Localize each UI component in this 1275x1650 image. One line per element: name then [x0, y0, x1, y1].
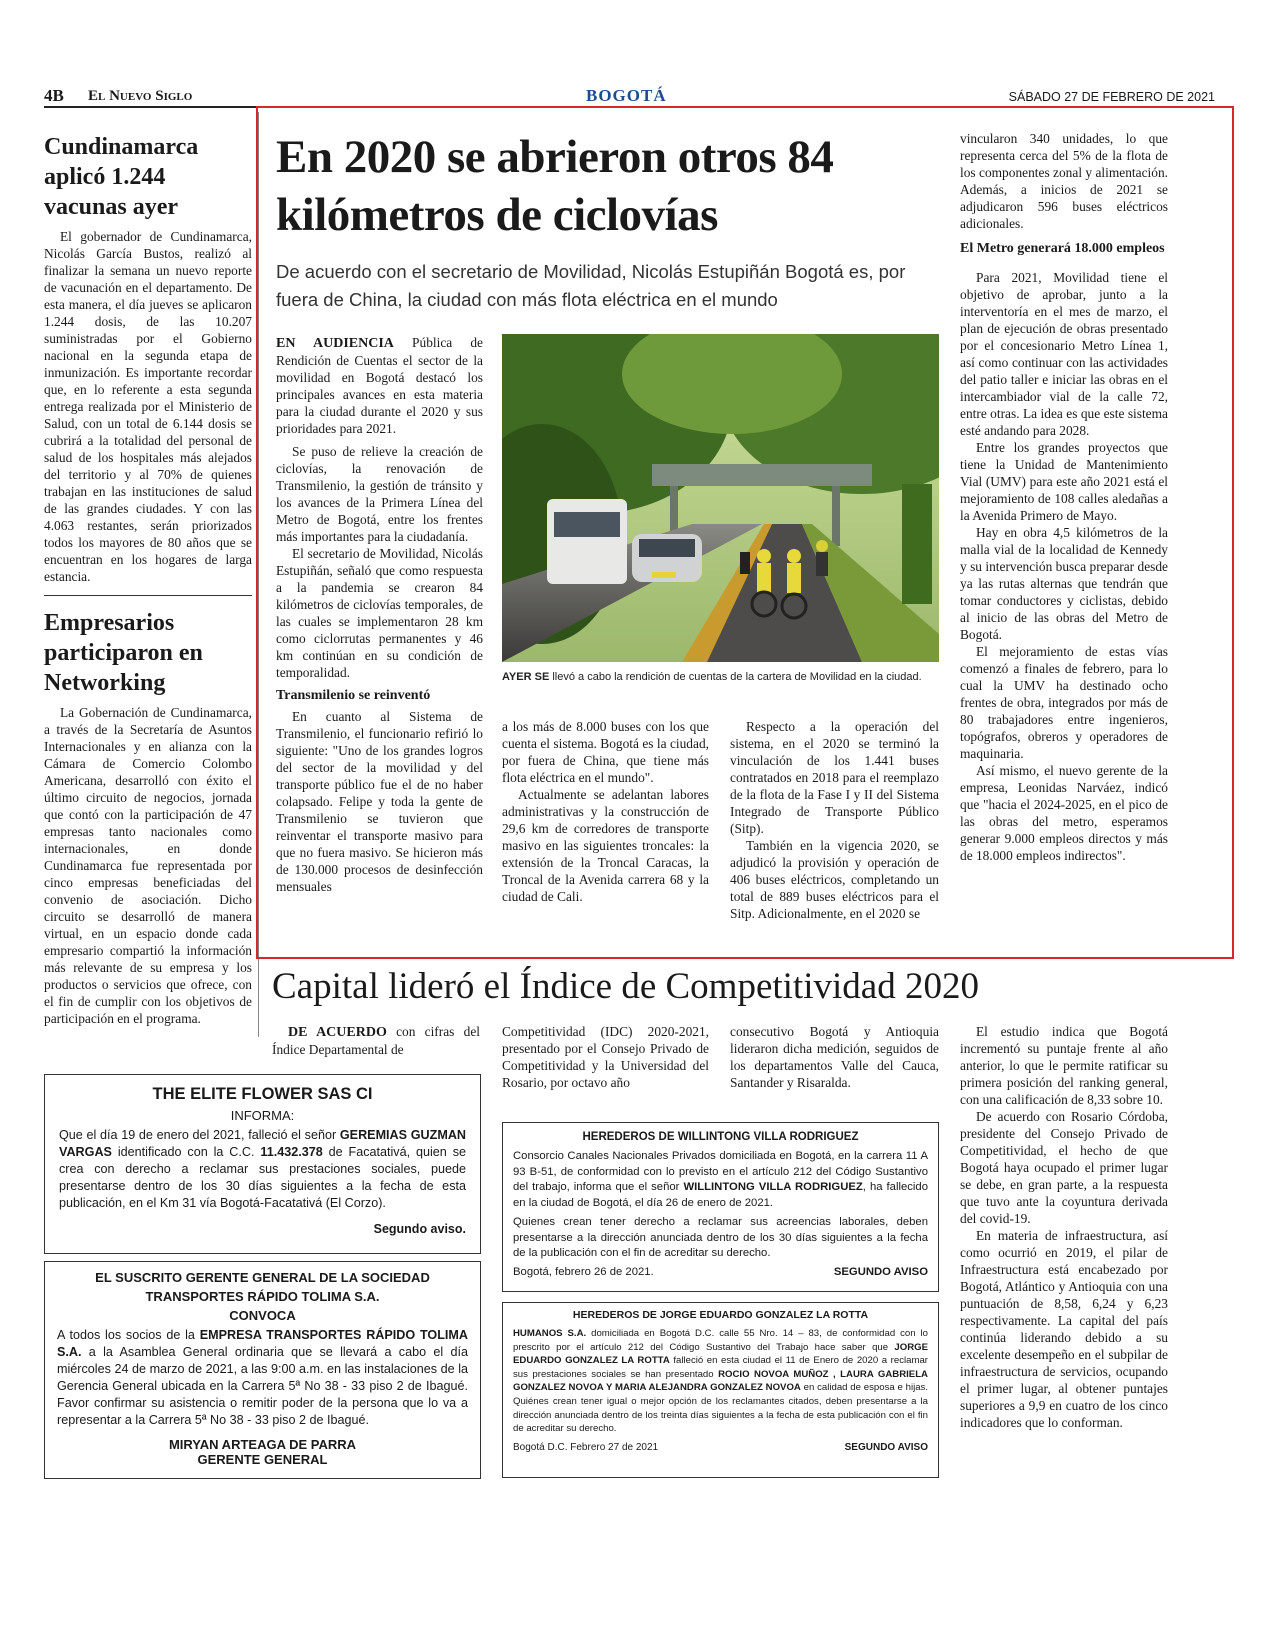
ad-title: HEREDEROS DE JORGE EDUARDO GONZALEZ LA ROTTA [572, 1309, 869, 1321]
main-deck: De acuerdo con el secretario de Movilidad, Nicolás Estupiñán Bogotá es, por fuera de China, la ciudad con más flota eléctrica en el mundo [276, 261, 906, 310]
main-col-4: vincularon 340 unidades, lo que representa cerca del 5% de la flota de los componentes zonal y alimentación. Además, a inicios de 2021 se adjudicaron 596 buses eléctricos adicionales. El Metro generará 18.000 empleos Para 2021, Movilidad tiene el objetivo de aprobar, junto a la interventoría en el mes de marzo, el plan de ejecución de obras presentado por el concesionario Metro Línea 1, así como continuar con las actividades del patio taller e iniciar las obras en el intercambiador vial de la calle 72, entre otras. La idea es que este sistema esté andando para 2028. Entre los grandes proyectos que tiene la Unidad de Mantenimiento Vial (UMV) para este año 2021 está el mejoramiento de 108 calles aledañas a la Avenida Primero de Mayo. Hay en obra 4,5 kilómetros de la malla vial de la localidad de Kennedy y su intervención busca preparar desde ya las rutas alternas que tendrán que tomar conductores y ciclistas, debido al inicio de las obras del Metro de Bogotá. El mejoramiento de estas vías comenzó a finales de febrero, para lo cual la UMV ha destinado ocho frentes de obra, integrados por más de 80 trabajadores entre ingenieros, topógrafos, obreros y operadores de maquinaria. Así mismo, el nuevo gerente de la empresa, Leonidas Narváez, indicó que "hacia el 2024-2025, en el pico de las obras del metro, esperamos generar 9.000 empleos directos y más de 18.000 empleos indirectos". [960, 131, 1168, 863]
ad-body: Que el día 19 de enero del 2021, falleció el señor GEREMIAS GUZMAN VARGAS identificado con la C.C. 11.432.378 de Facatativá, quien se crea con derecho a reclamar sus prestaciones sociales, puede presentarse dentro de los 30 días siguientes a la fecha de esta publicación, en el Km 31 vía Bogotá-Facatativá (El Corzo). [59, 1128, 467, 1210]
main-col-1: EN AUDIENCIA Pública de Rendición de Cuentas el sector de la movilidad en Bogotá destacó los principales avances en esta materia para la ciudad durante el 2020 y sus prioridades para 2021. Se puso de relieve la creación de ciclovías, la renovación de Transmilenio, la gestión de tránsito y los avances de la Primera Línea del Metro de Bogotá, entre los frentes más importantes para la ciudadanía. El secretario de Movilidad, Nicolás Estupiñán, señaló que como respuesta a la pandemia se crearon 84 kilómetros de ciclovías temporales, de las cuales se implementaron 28 km como ciclorrutas permanentes y 46 km continúan en su condición de temporalidad. Transmilenio se reinventó En cuanto al Sistema de Transmilenio, el funcionario refirió lo siguiente: "Uno de los grandes logros del sector de la movilidad y del transporte público fue el de no haber colapsado. Felipe y toda la gente de Transmilenio se tuvieron que reinventar el transporte masivo para que no fuera masivo. Se hicieron más de 130.000 procesos de desinfección mensuales [276, 335, 484, 894]
ad-gonzalez-la-rotta [502, 1302, 939, 1478]
ad-elite-flower [44, 1074, 481, 1254]
ad-body: Quienes crean tener derecho a reclamar sus acreencias laborales, deben presentarse a la dirección anunciada dentro de los 30 días siguientes a la fecha de la publicación con el fin de acreditar su derecho. [513, 1216, 928, 1259]
left-column [44, 132, 252, 1027]
main-col-3: Respecto a la operación del sistema, en el 2020 se terminó la vinculación de los 1.441 buses contratados en 2018 para el reemplazo de la flota de la Fase I y II del Sistema Integrado de Transporte Público (Sitp). También en la vigencia 2020, se adjudicó la provisión y operación de 406 buses eléctricos, completando un total de 889 buses eléctricos para el Sitp. Adicionalmente, en el 2020 se [730, 719, 939, 921]
ad-body: HUMANOS S.A. domiciliada en Bogotá D.C. calle 55 Nro. 14 – 83, de conformidad con lo prescrito por el artículo 212 del Código Sustantivo del Trabajo hace saber que JORGE EDUARDO GONZALEZ LA ROTTA falleció en esta ciudad el 11 de Enero de 2020 a reclamar sus prestaciones sociales se han presentado ROCIO NOVOA MUÑOZ , LAURA GABRIELA GONZALEZ NOVOA Y MARIA ALEJANDRA GONZALEZ NOVOA en calidad de esposa e hijas. Quiénes crean tener igual o mejor opción de los reclamantes citados, deben presentarse a la dirección anunciada dentro de los treinta días siguientes a la fecha de esta publicación con el fin de acreditar su derecho. [513, 1328, 929, 1435]
ad-footer: Bogotá, febrero 26 de 2021. SEGUNDO AVISO [513, 1265, 928, 1278]
lead-in: EN AUDIENCIA [276, 336, 394, 351]
page-number: 4B [44, 86, 64, 105]
second-col-3: consecutivo Bogotá y Antioquia lideraron dicha medición, seguidos de los departamentos Valle del Cauca, Santander y Risaralda. [730, 1024, 939, 1090]
story-title-networking: Empresarios participaron en Networking [44, 610, 203, 696]
ad-footer: Bogotá D.C. Febrero 27 de 2021 SEGUNDO AVISO [513, 1441, 928, 1453]
main-col-2: a los más de 8.000 buses con los que cuenta el sistema. Bogotá es la ciudad, por fuera de China, que tiene más flota eléctrica en el mundo". Actualmente se adelantan labores administrativas y la construcción de 29,6 km de corredores de transporte masivo en las siguientes troncales: la extensión de la Troncal Caracas, la Troncal de la Avenida carrera 68 y la ciudad de Cali. [502, 719, 709, 904]
second-col-4: El estudio indica que Bogotá incrementó su puntaje frente al año anterior, lo que le permite ratificar su primera posición del ranking general, con una calificación de 8,33 sobre 10. De acuerdo con Rosario Córdoba, presidente del Consejo Privado de Competitividad, el hecho de que Bogotá haya ocupado el primer lugar se debe, en gran parte, a la respuesta que tuvo ante la coyuntura derivada del covid-19. En materia de infraestructura, así como ocurrió en 2019, el pilar de Infraestructura está encabezado por Bogotá, Atlántico y Antioquia con una puntuación de 8,58, 6,24 y 6,23 respectivamente. La capital del país continúa liderando debido a su excelente desempeño en el subpilar de infraestructura de servicios, ocupando el primer lugar, al obtener puntajes superiores a 9,9 en cuatro de los cinco indicadores que lo conforman. [960, 1024, 1168, 1430]
ad-title: HEREDEROS DE WILLINTONG VILLA RODRIGUEZ [582, 1131, 859, 1143]
photo-caption: AYER SE llevó a cabo la rendición de cuentas de la cartera de Movilidad en la ciudad. [502, 671, 922, 683]
section-title: BOGOTÁ [586, 86, 667, 105]
ad-signer: MIRYAN ARTEAGA DE PARRA [168, 1437, 357, 1452]
second-headline: Capital lideró el Índice de Competitividad 2020 [272, 966, 979, 1007]
ad-title: CONVOCA [229, 1308, 296, 1323]
ad-rapido-tolima [44, 1261, 481, 1479]
ad-title: THE ELITE FLOWER SAS CI [152, 1085, 373, 1103]
ad-signer-title: GERENTE GENERAL [197, 1452, 328, 1467]
subhead-transmilenio: Transmilenio se reinventó [276, 688, 431, 703]
ad-body: A todos los socios de la EMPRESA TRANSPORTES RÁPIDO TOLIMA S.A. a la Asamblea General ordinaria que se llevará a cabo el día miércoles 24 de marzo de 2021, a las 9:00 a.m. en las instalaciones de la Gerencia General ubicada en la Carrera 5ª No 38 - 33 piso 2 de Ibagué. Favor confirmar su asistencia o remitir poder de la persona que lo va a representar a la Carrera 5ª No 38 - 33 piso 2 de Ibagué. [57, 1328, 468, 1427]
ad-title: TRANSPORTES RÁPIDO TOLIMA S.A. [145, 1289, 380, 1304]
second-col-2: Competitividad (IDC) 2020-2021, presentado por el Consejo Privado de Competitividad y la Universidad del Rosario, por octavo año [502, 1024, 709, 1090]
divider [44, 595, 252, 596]
ad-title: EL SUSCRITO GERENTE GENERAL DE LA SOCIEDAD [95, 1270, 430, 1285]
second-col-1: DE ACUERDO con cifras del Índice Departamental de [272, 1024, 480, 1057]
ad-villa-rodriguez [502, 1122, 939, 1292]
photo-ciclovia [502, 334, 939, 662]
story-body-networking: La Gobernación de Cundinamarca, a través de la Secretaría de Asuntos Internacionales y en alianza con la Cámara de Comercio Colombo Americana, desarrolló con éxito el último circuito de negocios, jornada que contó con la participación de 47 empresas tanto nacionales como internacionales, en donde Cundinamarca fue representada por cinco empresas beneficiadas del convenio de asociación. Dicho circuito se desarrolló de manera virtual, en un espacio donde cada empresario compartió la información más relevante de su empresa y los productos o servicios que ofrece, con el fin de cumplir con los objetivos de participación en el programa. [44, 705, 252, 1026]
newspaper-name: El Nuevo Siglo [88, 88, 193, 104]
issue-date: SÁBADO 27 DE FEBRERO DE 2021 [1008, 90, 1215, 104]
ad-body: Consorcio Canales Nacionales Privados domiciliada en Bogotá, en la carrera 11 A 93 B-51, de conformidad con lo previsto en el artículo 212 del Código Sustantivo del trabajo, informa que el señor WILLINTONG VILLA RODRIGUEZ, ha fallecido en la ciudad de Bogotá, el día 26 de enero de 2021. [513, 1150, 928, 1209]
ad-subtitle: INFORMA: [230, 1108, 295, 1123]
main-headline: En 2020 se abrieron otros 84 kilómetros de ciclovías [276, 131, 834, 241]
subhead-metro: El Metro generará 18.000 empleos [960, 241, 1165, 256]
ad-footer: Segundo aviso. [373, 1222, 466, 1236]
story-body-vacunas: El gobernador de Cundinamarca, Nicolás García Bustos, realizó al finalizar la semana un nuevo reporte de vacunación en el departamento. De esta manera, el día jueves se aplicaron 1.244 dosis, de las 10.207 suministradas por el Gobierno nacional en la segunda etapa de inmunización. Es importante recordar que, en lo referente a esta segunda entrega realizada por el Ministerio de Salud, con un total de 6.144 dosis se cubrirá a la totalidad del personal de salud de los hospitales más alejados del territorio y al 70% de quienes trabajan en las instituciones de salud de las grandes ciudades. Y con las 4.063 restantes, serán priorizados todos los mayores de 80 años que se encuentran en los hogares de larga estancia. [44, 229, 252, 584]
story-title-vacunas: Cundinamarca aplicó 1.244 vacunas ayer [44, 134, 199, 220]
